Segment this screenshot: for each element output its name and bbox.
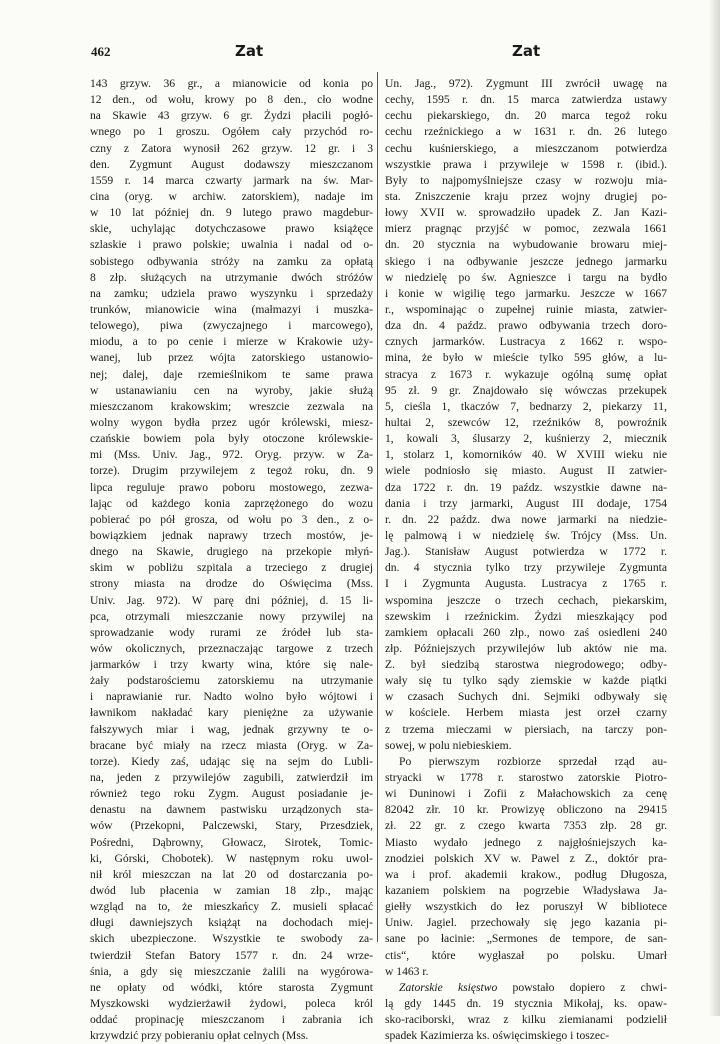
running-head-left: Zat — [235, 42, 264, 60]
text-line: strony miasta na drodze do Oświęcima (Mss. — [90, 577, 373, 591]
text-line: pobierać po pół grosza, od wołu po 3 den., z o- — [90, 512, 373, 526]
text-line: Jag.). Stanisław August potwierdza w 1772 r. — [385, 545, 667, 559]
text-line: stryacki w 1778 r. starostwo zatorskie Piotro- — [385, 771, 667, 785]
text-line: i konie w wigilię tego jarmarku. Jeszcze w 1667 — [385, 286, 667, 300]
text-line: dza 1722 r. dn. 19 paźdz. wszystkie dawne na- — [385, 480, 667, 494]
column-divider — [377, 72, 378, 942]
text-line: złp. Późniejszych przywilejów lub aktów nie ma. — [385, 641, 667, 655]
text-line: na, jeden z przywilejów zagubili, zatwierdził im — [90, 771, 373, 785]
text-line: i naprawianie rur. Nadto wolno było wójtowi i — [90, 690, 373, 704]
text-line: w kościele. Herbem miasta jest orzeł czarny — [385, 706, 667, 720]
text-line: cznych jarmarków. Lustracya z 1662 r. wspo- — [385, 335, 667, 349]
text-line: również tego roku Zygm. August posiadanie je- — [90, 787, 373, 801]
text-line: ctis“, które wygłaszał po polsku. Umarł — [385, 948, 667, 962]
text-line: wały się tu tylko sądy ziemskie w każde piątki — [385, 674, 667, 688]
text-line: cechu kuśnierskiego, a mieszczanom potwierdza — [385, 141, 667, 155]
text-line: lą gdy 1445 dn. 19 stycznia Mikołaj, ks. opaw- — [385, 997, 667, 1011]
text-line: ne opłaty od wódki, które starosta Zygmunt — [90, 980, 373, 994]
text-line: dnego na Skawie, drugiego na przekopie młyń- — [90, 545, 373, 559]
text-line: czańskie bowiem pola były otoczone królewskie- — [90, 432, 373, 446]
text-line: zł. 22 gr. z czego kwarta 7353 złp. 28 gr. — [385, 819, 667, 833]
text-line: cechy, 1595 r. dn. 15 marca zatwierdza ustawy — [385, 93, 667, 107]
text-line: cina (oryg. w archiw. zatorskiem), nadaje im — [90, 189, 373, 203]
text-line: wspomina jeszcze o trzech cechach, piekarskim, — [385, 593, 667, 607]
text-line: lę palmową i w niedzielę św. Trójcy (Mss. Un. — [385, 528, 667, 542]
text-line: znodziei polskich XV w. Pawel z Z., doktór pra- — [385, 851, 667, 865]
text-line: Po pierwszym rozbiorze sprzedał rząd au- — [399, 754, 667, 768]
text-line: r. dn. 22 paźdz. dwa nowe jarmarki na niedzie- — [385, 512, 667, 526]
text-line: lając od każdego konia zaprzężonego do wozu — [90, 496, 373, 510]
text-line: dn. 20 stycznia na wybudowanie browaru miej- — [385, 238, 667, 252]
right-column — [385, 76, 667, 1044]
text-line: 1, kowali 3, ślusarzy 2, kuśnierzy 2, miecznik — [385, 432, 667, 446]
text-line: szewskim i rzeźnickim. Żydzi mieszkający pod — [385, 609, 667, 623]
text-line: I i Zygmunta Augusta. Lustracya z 1765 r. — [385, 577, 667, 591]
text-line: sprowadzanie wody rurami ze źródeł lub sta- — [90, 625, 373, 639]
text-line: giełły wszystkich do łez poruszył W bibliotece — [385, 900, 667, 914]
text-line: sowej, w polu niebieskiem. — [385, 738, 512, 752]
text-line: łowy XVII w. sprowadziło upadek Z. Jan Kazi- — [385, 206, 667, 220]
text-line: sta. Zniszczenie kraju przez wojny drugiej po- — [385, 189, 667, 203]
text-line: 12 den., od wołu, krowy po 8 den., cło wodne — [90, 93, 373, 107]
text-line: Un. Jag., 972). Zygmunt III zwrócił uwagę na — [385, 77, 667, 90]
text-line: skiego i na odbywanie jeszcze jednego jarmarku — [385, 254, 667, 268]
text-line: wolny wygon bydła przez ugór królewski, miesz- — [90, 415, 373, 429]
left-column — [90, 76, 373, 1044]
text-line: stracya z 1673 r. wykazuje ogólną sumę opłat — [385, 367, 667, 381]
text-line: 5, cieśla 1, tkaczów 7, bednarzy 2, piekarzy 11, — [385, 399, 667, 413]
text-line: fałszywych miar i wag, jednak grzywny te o- — [90, 722, 373, 736]
text-line: trunków, mianowicie wina (małmazyi i muszka- — [90, 302, 373, 316]
text-line: 8 złp. służących na utrzymanie dwóch stróżów — [90, 270, 373, 284]
text-line: wzgląd na to, że mieszkańcy Z. musieli spłacać — [90, 900, 373, 914]
text-line: dza dn. 4 paźdz. prawo odbywania trzech doro- — [385, 319, 667, 333]
text-line: na Skawie 43 grzyw. 6 gr. Żydzi płacili pogłó- — [90, 109, 373, 123]
text-line: długi dawniejszych książąt na dochodach miej- — [90, 916, 373, 930]
text-line: ki, Górski, Chobotek). W następnym roku uwol- — [90, 851, 373, 865]
text-line: pca, otrzymali mieszczanie nowy przywilej na — [90, 609, 373, 623]
text-line: krzywdzić przy pobieraniu opłat celnych (Mss. — [90, 1029, 309, 1043]
text-line: w 10 lat później dn. 9 lutego prawo magdebur- — [90, 206, 373, 220]
text-line: żały podstarościemu zatorskiemu na utrzymanie — [90, 674, 373, 688]
text-line: twierdził Stefan Batory 1577 r. dn. 24 wrze- — [90, 948, 373, 962]
text-line: w ustanawianiu cen na wyroby, jakie służą — [90, 383, 373, 397]
text-line: mierz pragnąc przyjść w pomoc, zezwala 1661 — [385, 222, 667, 236]
text-line: sko-raciborski, wraz z kilku ziemianami podzielił — [385, 1013, 667, 1027]
text-line: wiele podniosło się miasto. August II zatwier- — [385, 464, 667, 478]
text-line: Zatorskie księstwo powstało dopiero z chwi- — [399, 980, 667, 994]
text-line: torze). Kiedy zaś, udając się na sejm do Lubli- — [90, 754, 373, 768]
text-line: śnia, a gdy się mieszczanie żalili na wygórowa- — [90, 964, 373, 978]
text-line: denastu na dawnem pastwisku urządzonych sta- — [90, 803, 373, 817]
text-line: cechu piekarskiego, dn. 20 marca tegoż roku — [385, 109, 667, 123]
text-line: jarmarków i trzy kwarty wina, które się nale- — [90, 658, 373, 672]
text-line: telowego), piwa (zwyczajnego i marcowego), — [90, 319, 373, 333]
text-line: Były to najpomyślniejsze czasy w rozwoju mia- — [385, 173, 667, 187]
text-line: czny z Zatora wynosił 262 grzyw. 12 gr. i 3 — [90, 141, 373, 155]
text-line: r., wspominając o zupełnej ruinie miasta, zatwier- — [385, 302, 667, 316]
text-line: na zamku; udziela prawo wyszynku i sprzedaży — [90, 286, 373, 300]
text-line: mieszczanom krakowskim; wreszcie zezwala na — [90, 399, 373, 413]
text-line: sobistego odbywania stróży na zamku za opłatą — [90, 254, 373, 268]
text-line: mina, że było w mieście tylko 595 głów, a lu- — [385, 351, 667, 365]
text-line: dania i trzy jarmarki, August III dodaje, 1754 — [385, 496, 667, 510]
section-heading: Zatorskie księstwo — [399, 980, 498, 994]
text-line: wi Duninowi i Zofii z Małachowskich za cenę — [385, 787, 667, 801]
text-line: sane po łacinie: „Sermones de tempore, de san- — [385, 932, 667, 946]
text-line: Miasto wydało jednego z najgłośniejszych ka- — [385, 835, 667, 849]
text-line: bracane być miały na rzecz miasta (Oryg. w Za- — [90, 738, 373, 752]
text-line: ławnikom nakładać kary pieniężne za używanie — [90, 706, 373, 720]
text-line: 1559 r. 14 marca czwarty jarmark na św. Mar- — [90, 173, 373, 187]
text-line: wów (Przekopni, Palczewski, Stary, Przesdziek, — [90, 819, 373, 833]
text-line: z trzema mieczami w piersiach, na tarczy pon- — [385, 722, 667, 736]
text-line: dwód lub płacenia w zamian 18 złp., mając — [90, 884, 373, 898]
text-line: nił król mieszczan na lat 20 od dostarczania po- — [90, 867, 373, 881]
text-line: torze). Drugim przywilejem z tegoż roku, dn. 9 — [90, 464, 373, 478]
text-line: Pośredni, Dąbrowny, Głowacz, Sirotek, Tomic- — [90, 835, 373, 849]
text-line: den. Zygmunt August dodawszy mieszczanom — [90, 157, 373, 171]
text-line: Uniw. Jagiel. przechowały się jego kazania pi- — [385, 916, 667, 930]
text-line: Z. był siedzibą starostwa niegrodowego; odby- — [385, 658, 667, 672]
page-number: 462 — [91, 44, 111, 59]
text-line: spadek Kazimierza ks. oświęcimskiego i toszec- — [385, 1029, 610, 1043]
text-line: mi (Mss. Univ. Jag., 972. Oryg. przyw. w Za- — [90, 448, 373, 462]
text-line: wa i prof. akademii krakow., podług Długosza, — [385, 867, 667, 881]
text-line: lipca reguluje prawo poboru mostowego, zezwa- — [90, 480, 373, 494]
text-line: wnego po 1 groszu. Ogółem cały przychód ro- — [90, 125, 373, 139]
text-line: cechu rzeźnickiego a w 1631 r. dn. 26 lutego — [385, 125, 667, 139]
page-edge-shadow — [710, 0, 720, 1016]
text-line: bowiązkiem jednak naprawy trzech mostów, je- — [90, 528, 373, 542]
running-head-right: Zat — [512, 42, 541, 60]
text-line: Univ. Jag. 972). W parę dni później, d. 15 li- — [90, 593, 373, 607]
text-line: wów okolicznych, przeznaczając targowe z trzech — [90, 641, 373, 655]
text-line: w niedzielę po św. Agnieszce i targu na bydło — [385, 270, 667, 284]
text-line: kazaniem polskiem na pogrzebie Władysława Ja- — [385, 884, 667, 898]
text-line: skie, uchylając dotychczasowe prawo książęce — [90, 222, 373, 236]
text-line: 82042 złr. 10 kr. Prowizyę obliczono na 29415 — [385, 803, 667, 817]
text-line: 95 zł. 9 gr. Znajdowało się wówczas przekupek — [385, 383, 667, 397]
text-line: skim w pobliżu szpitala a trzeciego z drugiej — [90, 561, 373, 575]
text-line: oddać propinację mieszczanom i zabrania ich — [90, 1013, 373, 1027]
text-line: hultai 2, szewców 12, rzeźników 8, powroźnik — [385, 415, 667, 429]
text-line: nej; dalej, daje rzemieślnikom te same prawa — [90, 367, 373, 381]
text-line: szlaskie i prawo polskie; uwalnia i nadal od o- — [90, 238, 373, 252]
text-line: w czasach Suchych dni. Sejmiki odbywały się — [385, 690, 667, 704]
text-line: wszystkie prawa i przywileje w 1598 r. (ibid.). — [385, 157, 667, 171]
text-line: skich ubezpieczone. Wszystkie te swobody za- — [90, 932, 373, 946]
text-line: Myszkowski wydzierżawił żydowi, poleca król — [90, 997, 373, 1011]
text-line: w 1463 r. — [385, 964, 429, 978]
text-line: miodu, a to po cenie i mierze w Krakowie uży- — [90, 335, 373, 349]
text-line: wanej, lub przez wójta zatorskiego ustanowio- — [90, 351, 373, 365]
text-line: 1, stolarz 1, komorników 40. W XVIII wieku nie — [385, 448, 667, 462]
text-line: dn. 4 stycznia tylko trzy przywileje Zygmunta — [385, 561, 667, 575]
text-line: 143 grzyw. 36 gr., a mianowicie od konia po — [90, 77, 373, 90]
text-line: zamkiem opłacali 260 złp., nowo zaś osiedleni 240 — [385, 625, 667, 639]
